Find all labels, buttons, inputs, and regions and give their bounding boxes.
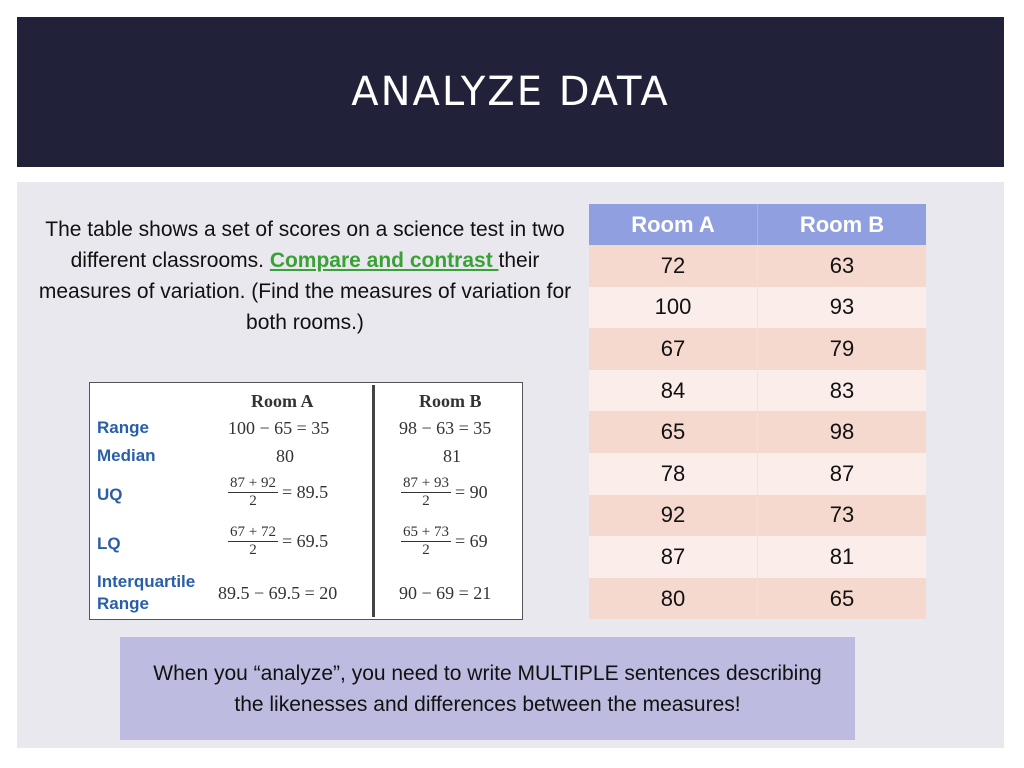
score-room-b: 98 (758, 411, 927, 453)
label-iqr (97, 571, 195, 615)
score-room-b: 73 (758, 495, 927, 537)
label-lq: LQ (97, 534, 121, 553)
lq-room-a: $\frac{67 + 72}{2}$ = 69.5 (230, 524, 329, 558)
slide-title: ANALYZE DATA (351, 69, 670, 115)
measures-table (89, 382, 523, 620)
scores-body (589, 245, 926, 619)
score-room-a: 100 (589, 287, 758, 329)
score-room-a: 67 (589, 328, 758, 370)
scores-header-room-a: Room A (589, 204, 758, 245)
intro-text (38, 214, 572, 338)
measures-header-room-b: Room B (419, 391, 482, 411)
lq-room-b: $\frac{65 + 73}{2}$ = 69 (403, 524, 488, 558)
score-room-a: 92 (589, 495, 758, 537)
scores-header-room-b: Room B (758, 204, 927, 245)
score-room-a: 78 (589, 453, 758, 495)
uq-fraction-b: $\frac{87 + 93}{2}$ (403, 475, 449, 509)
score-room-b: 63 (758, 245, 927, 287)
uq-fraction-a: $\frac{87 + 92}{2}$ (230, 475, 276, 509)
iqr-room-a: 89.5 − 69.5 = 20 (218, 583, 338, 603)
range-room-b: 98 − 63 = 35 (399, 418, 492, 438)
lq-fraction-a: $\frac{67 + 72}{2}$ (230, 524, 276, 558)
analyze-note-text: When you “analyze”, you need to write MULTIPLE sentences describing the likenesses and differences between the measures! (153, 661, 822, 716)
score-room-b: 79 (758, 328, 927, 370)
label-uq: UQ (97, 485, 123, 504)
intro-part-1: The table shows a set of scores on a science test in two different classrooms. (45, 218, 565, 272)
score-room-a: 80 (589, 578, 758, 620)
lq-fraction-b: $\frac{65 + 73}{2}$ (403, 524, 449, 558)
table-row (589, 287, 926, 329)
score-room-b: 65 (758, 578, 927, 620)
median-room-b: 81 (443, 446, 461, 466)
score-room-a: 65 (589, 411, 758, 453)
score-room-b: 83 (758, 370, 927, 412)
scores-header-row (589, 204, 926, 245)
table-row (589, 245, 926, 287)
score-room-b: 81 (758, 536, 927, 578)
label-median: Median (97, 446, 156, 465)
median-room-a: 80 (276, 446, 294, 466)
table-row (589, 328, 926, 370)
table-row (589, 411, 926, 453)
table-row (589, 453, 926, 495)
measures-divider (372, 385, 375, 617)
score-room-b: 87 (758, 453, 927, 495)
range-room-a: 100 − 65 = 35 (228, 418, 330, 438)
title-bar (17, 17, 1004, 167)
score-room-a: 87 (589, 536, 758, 578)
uq-room-a: $\frac{87 + 92}{2}$ = 89.5 (230, 475, 329, 509)
label-range: Range (97, 418, 149, 437)
table-row (589, 495, 926, 537)
table-row (589, 578, 926, 620)
table-row (589, 370, 926, 412)
label-iqr-line1: Interquartile (97, 572, 196, 591)
score-room-b: 93 (758, 287, 927, 329)
uq-room-b: $\frac{87 + 93}{2}$ = 90 (403, 475, 488, 509)
intro-highlight: Compare and contrast (269, 249, 499, 272)
analyze-note (120, 637, 855, 740)
score-room-a: 72 (589, 245, 758, 287)
intro-part-2: their measures of variation. (Find the measures of variation for both rooms.) (38, 249, 572, 334)
measures-header-room-a: Room A (251, 391, 314, 411)
scores-table (589, 204, 926, 619)
label-iqr-line2: Range (97, 594, 149, 613)
score-room-a: 84 (589, 370, 758, 412)
table-row (589, 536, 926, 578)
iqr-room-b: 90 − 69 = 21 (399, 583, 492, 603)
